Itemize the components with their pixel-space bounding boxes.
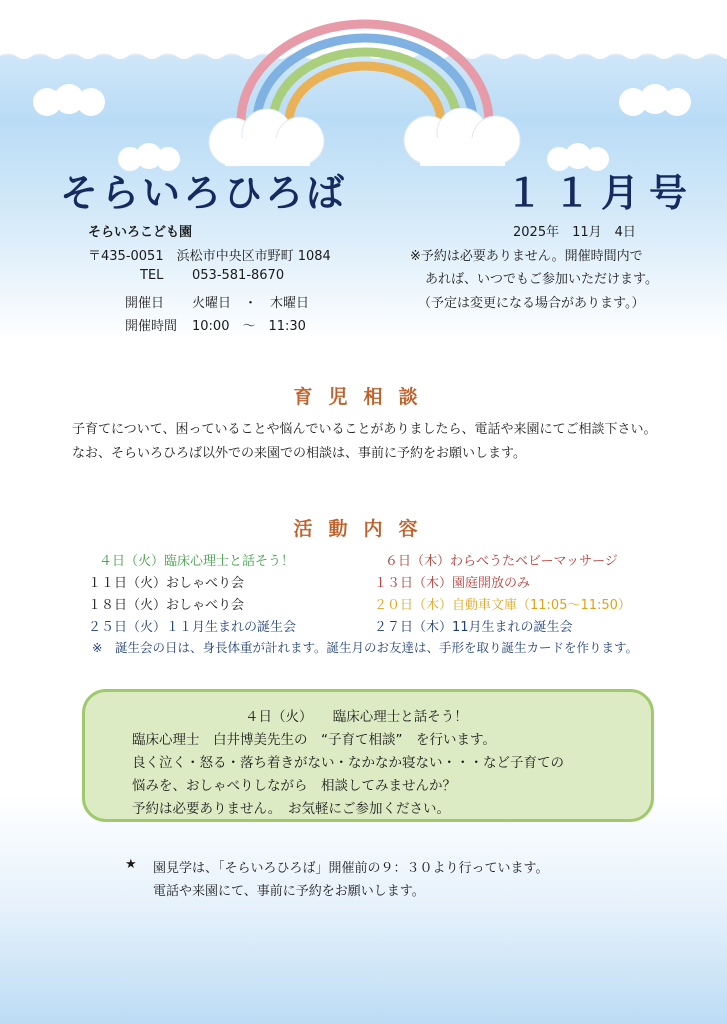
box-line: 予約は必要ありません。 お気軽にご参加ください。 — [132, 801, 451, 817]
activities-heading: 活動内容 — [293, 518, 434, 540]
box-line: 良く泣く・怒る・落ち着きがない・なかなか寝ない・・・など子育ての — [132, 755, 564, 771]
activity-right-item: ２７日（木）11月生まれの誕生会 — [374, 620, 573, 635]
activity-right-item: １３日（木）園庭開放のみ — [374, 576, 531, 591]
tel-label: TEL — [140, 268, 164, 283]
visit-info-line-1: 園見学は、「そらいろひろば」開催前の９：３０より行っています。 — [153, 861, 549, 876]
box-heading: ４日（火） 臨床心理士と話そう！ — [245, 709, 468, 725]
sky-background-bottom — [0, 794, 727, 1024]
hours-label: 開催時間 — [125, 319, 178, 334]
activity-right-item: ６日（木）わらべうたベビーマッサージ — [385, 554, 618, 569]
days-value: 火曜日 ・ 木曜日 — [192, 296, 310, 311]
activity-left-item: １８日（火）おしゃべり会 — [88, 598, 245, 613]
notice-line-2: あれば、いつでもご参加いただけます。 — [425, 272, 658, 287]
consult-heading: 育児相談 — [293, 386, 434, 408]
issue-label: １１月号 — [505, 171, 698, 215]
cloud-icon — [618, 84, 693, 118]
cloud-icon — [400, 108, 525, 168]
days-label: 開催日 — [125, 296, 165, 311]
star-icon: ★ — [125, 857, 137, 872]
box-line: 悩みを、おしゃべりしながら 相談してみませんか？ — [132, 778, 456, 794]
activity-right-item: ２０日（木）自動車文庫（11:05～11:50） — [374, 598, 631, 613]
newsletter-title: そらいろひろば — [60, 171, 348, 215]
notice-line-1: ※予約は必要ありません。開催時間内で — [410, 249, 643, 264]
box-line: 臨床心理士 白井博美先生の “子育て相談” を行います。 — [132, 732, 496, 748]
consult-paragraph-1: 子育てについて、困っていることや悩んでいることがありましたら、電話や来園にてご相談下さい。 — [72, 422, 657, 437]
consult-paragraph-2: なお、そらいろひろば以外での来園での相談は、事前に予約をお願いします。 — [72, 446, 526, 461]
cloud-icon — [205, 108, 330, 168]
cloud-icon — [32, 84, 107, 118]
activity-left-item: １１日（火）おしゃべり会 — [88, 576, 245, 591]
address: 〒435-0051 浜松市中央区市野町 1084 — [88, 249, 331, 264]
hours-value: 10:00 ～ 11:30 — [192, 319, 306, 334]
birthday-note: ※ 誕生会の日は、身長体重が計れます。誕生月のお友達は、手形を取り誕生カードを作ります。 — [92, 640, 638, 655]
issue-date: 2025年 11月 4日 — [513, 225, 636, 240]
counselor-event-box — [82, 689, 654, 822]
notice-line-3: （予定は変更になる場合があります。） — [418, 296, 645, 311]
org-name: そらいろこども園 — [88, 225, 193, 240]
tel-value: 053-581-8670 — [192, 268, 285, 283]
activity-left-item: ４日（火）臨床心理士と話そう！ — [99, 554, 295, 569]
activity-left-item: ２５日（火）１１月生まれの誕生会 — [88, 620, 297, 635]
visit-info-line-2: 電話や来園にて、事前に予約をお願いします。 — [153, 884, 425, 899]
